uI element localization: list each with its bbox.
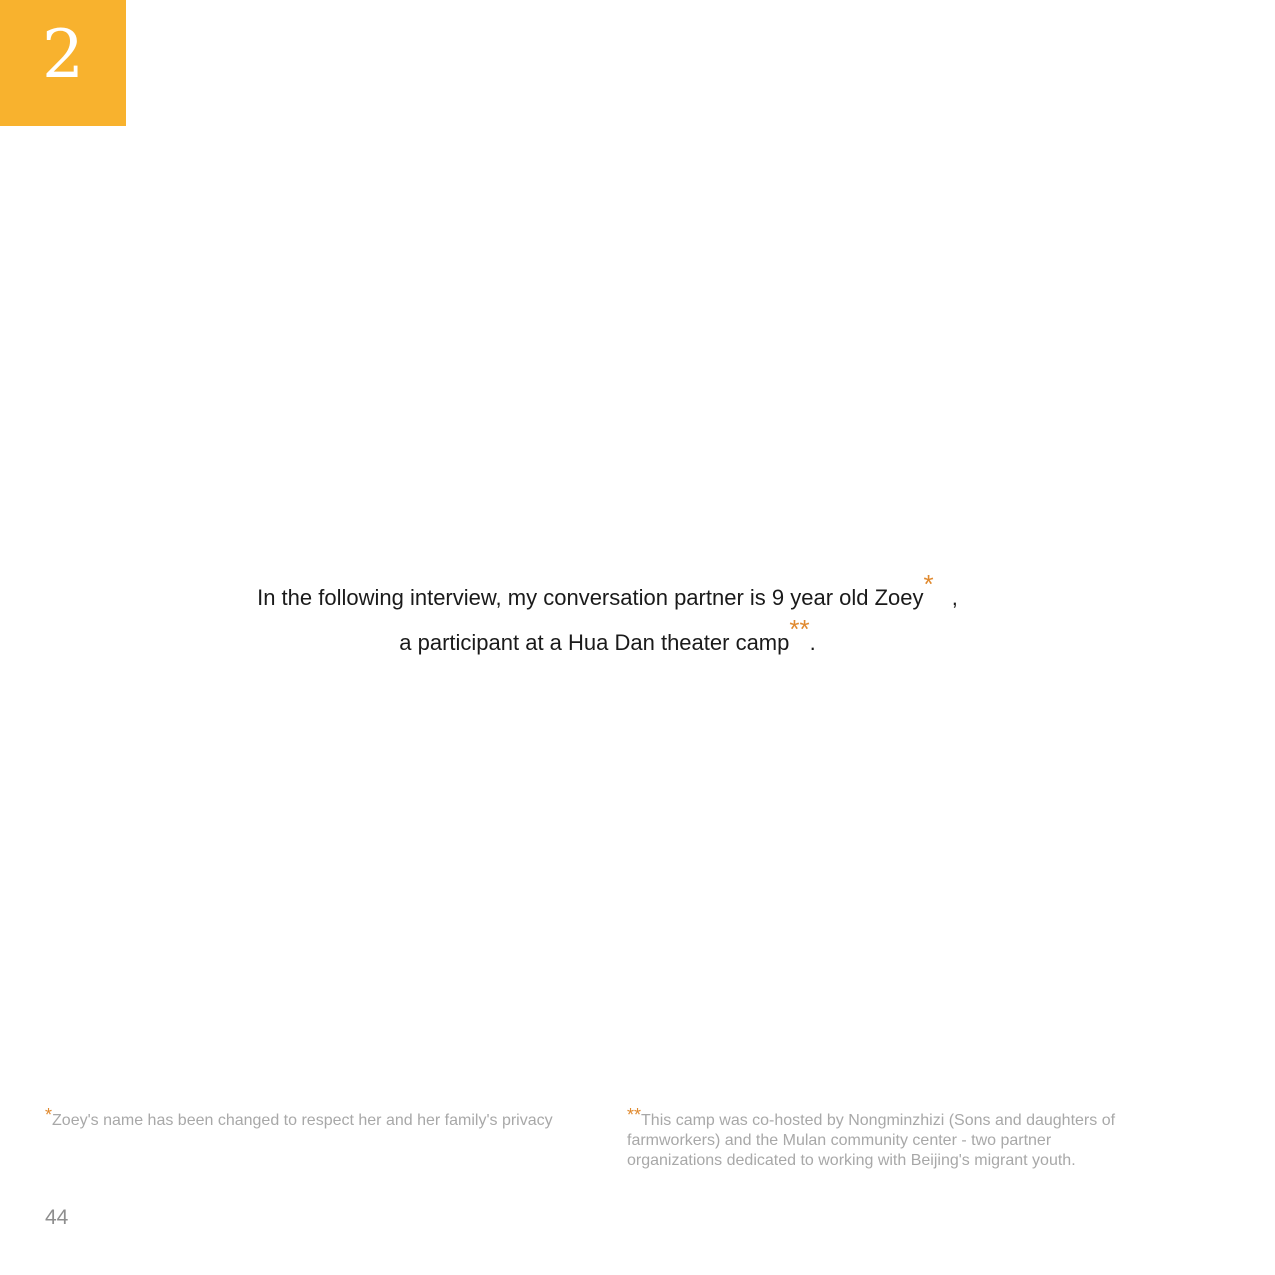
footnote-2 — [627, 1105, 1137, 1171]
intro-line-1-text: In the following interview, my conversation partner is 9 year old Zoey — [257, 585, 924, 610]
asterisk-mark-2: ** — [789, 614, 810, 644]
footnote-2-mark: ** — [627, 1105, 642, 1125]
intro-line-1 — [0, 569, 1215, 620]
intro-line-2-tail: . — [809, 630, 816, 655]
chapter-number: 2 — [42, 16, 84, 93]
intro-line-2-text: a participant at a Hua Dan theater camp — [399, 630, 790, 655]
footnote-2-text: This camp was co-hosted by Nongminzhizi (Sons and daughters of farmworkers) and the Mulan community center - two partner organizations dedicated to working with Beijing's migrant youth. — [627, 1112, 1116, 1169]
chapter-tab — [0, 0, 126, 126]
page-number: 44 — [45, 1206, 69, 1229]
intro-statement — [0, 569, 1215, 665]
footnote-1 — [45, 1105, 605, 1131]
footnote-1-text: Zoey's name has been changed to respect her and her family's privacy — [52, 1112, 553, 1129]
intro-line-2 — [0, 614, 1215, 665]
footnote-1-mark: * — [45, 1105, 53, 1125]
asterisk-mark-1: * — [923, 569, 934, 599]
intro-line-1-tail: , — [945, 585, 958, 610]
